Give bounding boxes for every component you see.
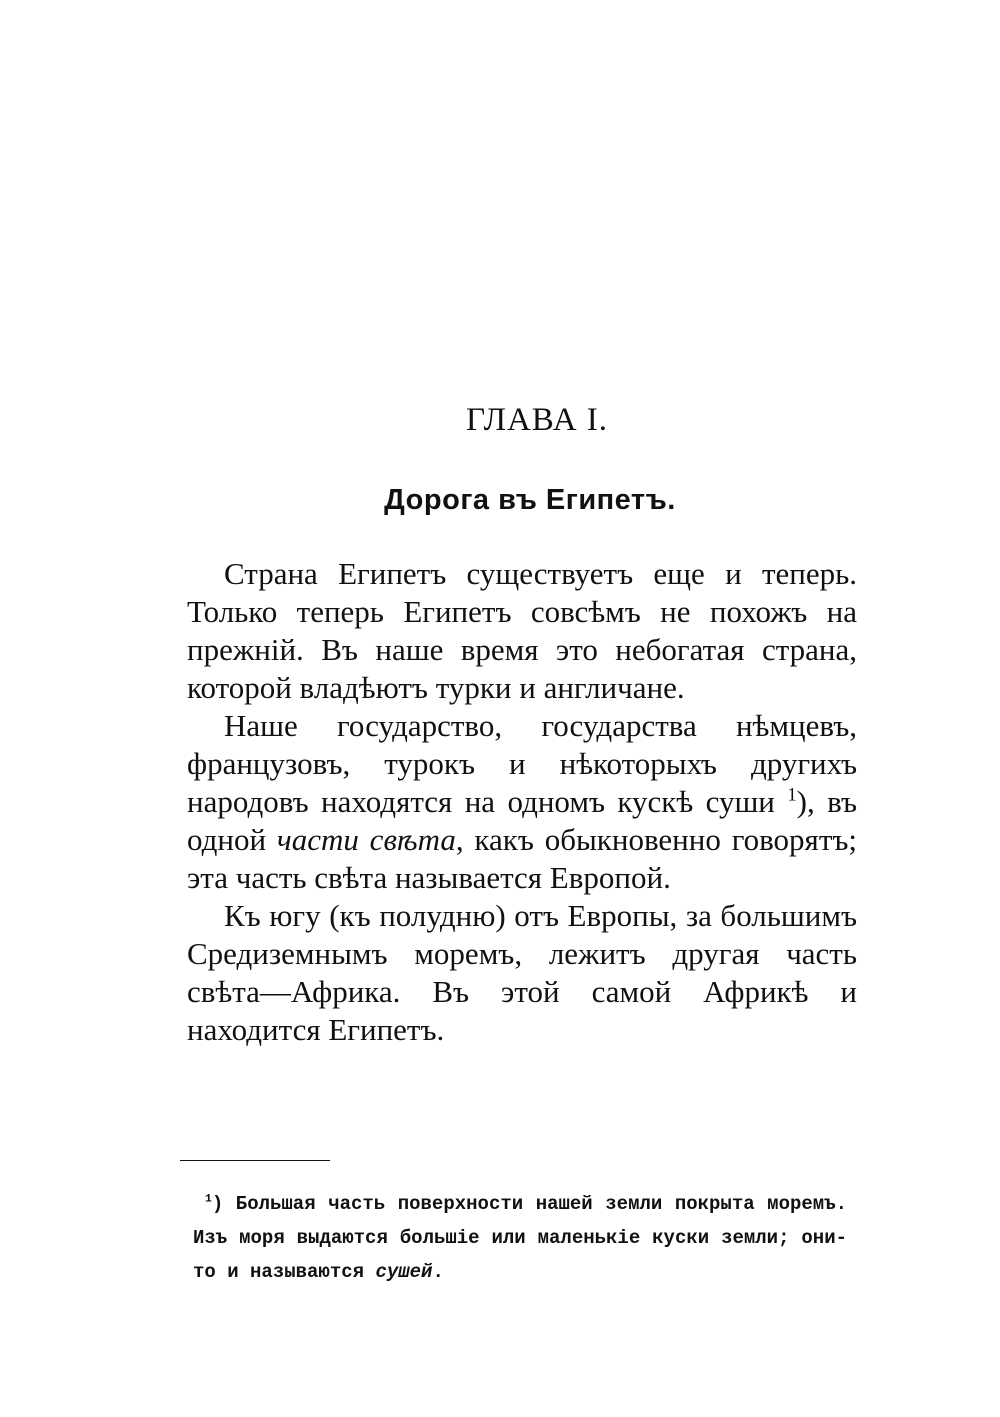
paragraph-2-text: Наше государство, государства нѣмцевъ, французовъ, турокъ и нѣкоторыхъ другихъ народовъ находятся на одномъ кускѣ суши bbox=[187, 708, 857, 819]
footnote bbox=[193, 1187, 847, 1289]
paragraph-3: Къ югу (къ полудню) отъ Европы, за большимъ Средиземнымъ моремъ, лежитъ другая часть свѣта—Африка. Въ этой самой Африкѣ и находится Египетъ. bbox=[187, 898, 857, 1047]
footnote-paren: ) bbox=[211, 1193, 224, 1215]
paragraph-2-middle: ), въ одной bbox=[187, 784, 858, 857]
footnote-end: . bbox=[432, 1261, 444, 1283]
footnote-reference: 1 bbox=[787, 784, 797, 806]
emphasized-term: части свѣта bbox=[276, 822, 456, 857]
footnote-mark: 1 bbox=[205, 1193, 212, 1206]
paragraph-1: Страна Египетъ существуетъ еще и теперь. Только теперь Египетъ совсѣмъ не похожъ на прежній. Въ наше время это небогатая страна, которой владѣютъ турки и англичане. bbox=[187, 556, 857, 705]
paragraph-2-end: , какъ обыкновенно говорятъ; эта часть свѣта называется Европой. bbox=[187, 822, 858, 895]
footnote-text: Большая часть поверхности нашей земли покрыта моремъ. Изъ моря выдаются большіе или маленькіе куски земли; они-то и называются bbox=[193, 1193, 847, 1283]
main-text bbox=[187, 555, 857, 1049]
chapter-number: ГЛАВА I. bbox=[465, 402, 609, 438]
chapter-title: Дорога въ Египетъ. bbox=[384, 484, 676, 516]
paragraph-2 bbox=[187, 707, 857, 897]
footnote-emphasis: сушей bbox=[375, 1261, 433, 1283]
footnote-divider bbox=[180, 1160, 330, 1161]
